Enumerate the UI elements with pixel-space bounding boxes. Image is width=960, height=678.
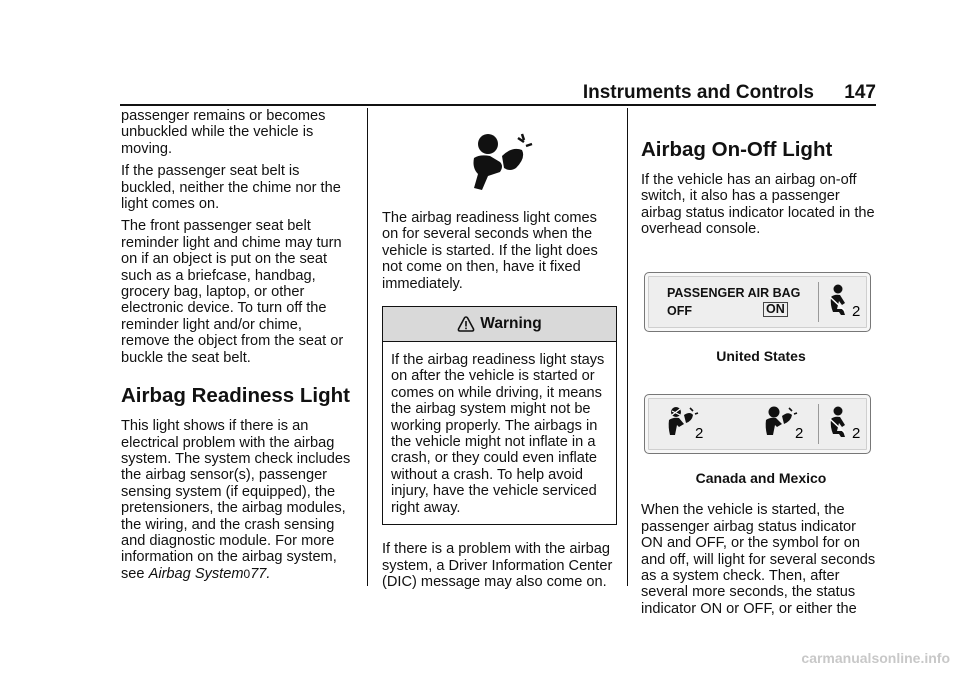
airbag-system-link[interactable]: Airbag System (148, 565, 244, 582)
watermark: carmanualsonline.info (801, 650, 950, 666)
column-divider (367, 108, 368, 586)
heading-airbag-on-off: Airbag On-Off Light (641, 138, 833, 161)
panel-label: PASSENGER AIR BAG (667, 285, 801, 300)
panel-off-label: OFF (667, 303, 692, 318)
seat-number: 2 (795, 425, 804, 442)
column-2 (382, 108, 617, 596)
page-number: 147 (844, 82, 876, 103)
warning-icon (457, 315, 475, 333)
seat-number: 2 (695, 425, 704, 442)
seatbelt-icon (826, 405, 866, 445)
paragraph: If the passenger seat belt is buckled, neither the chime nor the light comes on. (121, 163, 341, 213)
column-1 (121, 108, 353, 588)
panel-on-label: ON (763, 302, 788, 317)
warning-title: Warning (480, 314, 542, 332)
seatbelt-icon (826, 283, 866, 323)
warning-box (382, 306, 617, 525)
page-ref-arrow-icon: 0 (243, 566, 251, 581)
panel-divider (818, 404, 819, 444)
paragraph: When the vehicle is started, the passenger airbag status indicator ON and OFF, or the symbol for on and off, will light for several seconds as a system check. Then, after several more seconds, the status indicator ON or OFF, or either the (641, 502, 876, 617)
column-divider (627, 108, 628, 586)
panel-divider (818, 282, 819, 322)
airbag-on-icon (761, 405, 811, 445)
seat-number: 2 (852, 425, 861, 442)
caption-us: United States (716, 347, 806, 364)
canada-status-panel (644, 394, 871, 454)
us-status-panel (644, 272, 871, 332)
header-rule (120, 104, 876, 106)
paragraph: passenger remains or becomes unbuckled while the vehicle is moving. (121, 108, 326, 157)
heading-airbag-readiness: Airbag Readiness Light (121, 384, 350, 408)
paragraph: If there is a problem with the airbag system, a Driver Information Center (DIC) message may also come on. (382, 541, 613, 590)
page-ref: 77. (250, 565, 271, 582)
page-header (120, 82, 876, 106)
warning-text: If the airbag readiness light stays on after the vehicle is started or comes on while driving, it means the airbag system might not be working properly. The airbags in the vehicle might not inflate in a crash, or they could even inflate without a crash. To help avoid injury, have the vehicle serviced right away. (391, 352, 605, 516)
warning-header (383, 307, 616, 342)
paragraph: The airbag readiness light comes on for several seconds when the vehicle is started. If the light does not come on then, have it fixed immediately. (382, 210, 598, 292)
airbag-off-icon (665, 405, 713, 445)
paragraph: If the vehicle has an airbag on-off switch, it also has a passenger airbag status indicator located in the overhead console. (641, 172, 875, 238)
column-3 (641, 108, 881, 623)
paragraph: This light shows if there is an electrical problem with the airbag system. The system check includes the airbag sensor(s), passenger sensing system (if equipped), the pretensioners, the airbag modules, the wiring, and the crash sensing and diagnostic module. For more information on the airbag system, see Airbag System077. (121, 418, 351, 582)
section-title: Instruments and Controls (582, 82, 814, 103)
seat-number: 2 (852, 302, 861, 319)
paragraph: The front passenger seat belt reminder light and chime may turn on if an object is put on the seat such as a briefcase, handbag, grocery bag, laptop, or other electronic device. To turn off the reminder light and/or chime, remove the object from the seat or buckle the seat belt. (121, 218, 344, 366)
airbag-readiness-icon (382, 132, 617, 196)
caption-canada-mexico: Canada and Mexico (695, 470, 827, 487)
